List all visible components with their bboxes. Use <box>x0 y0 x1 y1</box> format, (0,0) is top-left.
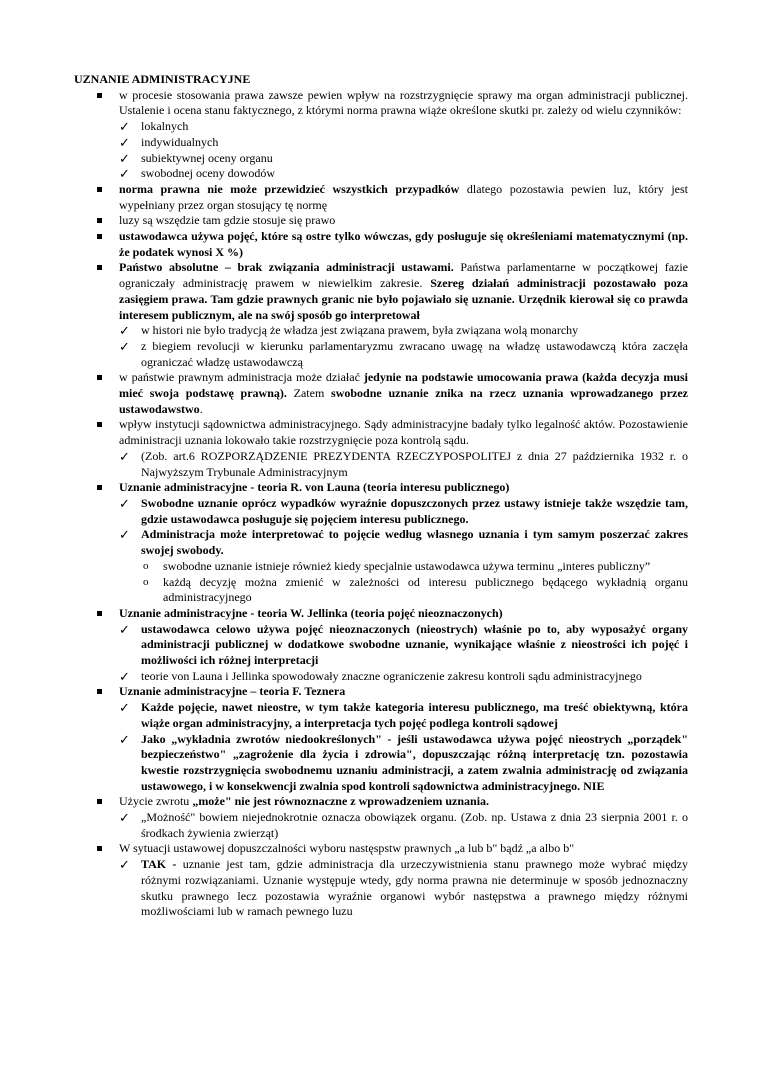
text-segment: „Możność" bowiem niejednokrotnie oznacza obowiązek organu. (Zob. np. Ustawa z dnia 23 sierpnia 2001 r. o środkach żywienia zwierząt) <box>141 810 688 840</box>
square-bullet-icon <box>97 422 102 427</box>
list-item <box>74 370 688 417</box>
checkmark-icon: ✓ <box>119 166 130 182</box>
bold-text-segment: Administracja może interpretować to pojęcie według własnego uznania i tym samym poszerzać zakres swojej swobody. <box>141 527 688 558</box>
list-item <box>119 339 688 370</box>
checkmark-icon: ✓ <box>119 731 130 747</box>
list-item-text <box>119 606 503 620</box>
checkmark-icon: ✓ <box>119 323 130 339</box>
checkmark-icon: ✓ <box>119 700 130 716</box>
list-item <box>119 857 688 920</box>
text-segment: w histori nie było tradycją że władza jest związana prawem, była związana wolą monarchy <box>141 323 579 338</box>
text-segment: każdą decyzję można zmienić w zależności od interesu publicznego będącego wykładnią organu administracyjnego <box>163 574 688 605</box>
list-item <box>119 527 688 606</box>
list-item-text <box>141 622 688 667</box>
list-item-text <box>141 449 688 479</box>
bold-text-segment: Szereg działań administracji pozostawało poza zasięgiem prawa. Tam gdzie prawnych granic nie było pojawiało się uznanie. Urzędnik kierował się co prawda interesem publicznym, ale na swój sposób go interpretował <box>119 276 689 322</box>
list-item-text <box>119 213 335 227</box>
list-item-text <box>119 260 688 321</box>
list-item <box>119 119 688 135</box>
list-item-text <box>141 151 273 165</box>
bold-text-segment: Swobodne uznanie oprócz wypadków wyraźnie dopuszczonych przez ustawy istnieje także wszędzie tam, gdzie ustawodawca posługuje się pojęciem interesu publicznego. <box>141 495 688 526</box>
text-segment: indywidualnych <box>141 134 219 149</box>
checkmark-icon: ✓ <box>119 621 130 637</box>
square-bullet-icon <box>97 234 102 239</box>
checkmark-icon: ✓ <box>119 857 130 873</box>
list-item <box>141 575 688 606</box>
text-segment: swobodnej oceny dowodów <box>141 166 275 181</box>
checkmark-icon: ✓ <box>119 668 130 684</box>
list-item-text <box>141 810 688 840</box>
nested-list <box>141 559 688 606</box>
list-item-text <box>141 732 688 793</box>
list-item <box>119 700 688 731</box>
checkmark-icon: ✓ <box>119 338 130 354</box>
list-item <box>74 182 688 213</box>
main-bullet-list <box>74 88 688 920</box>
list-item <box>74 88 688 182</box>
list-item-text <box>119 794 489 808</box>
nested-list <box>119 857 688 920</box>
text-segment: lokalnych <box>141 119 189 134</box>
list-item <box>119 732 688 795</box>
bold-text-segment: swobodne uznanie znika na rzecz uznania wprowadzanego przez ustawodawstwo <box>119 386 689 416</box>
list-item <box>74 841 688 920</box>
list-item-text <box>119 229 688 259</box>
bold-text-segment: TAK - <box>141 857 177 872</box>
list-item <box>119 323 688 339</box>
checkmark-icon: ✓ <box>119 134 130 150</box>
text-segment: luzy są wszędzie tam gdzie stosuje się prawo <box>119 213 336 228</box>
square-bullet-icon <box>97 485 102 490</box>
list-item-text <box>141 135 218 149</box>
list-item <box>74 684 688 794</box>
bold-text-segment: norma prawna nie może przewidzieć wszystkich przypadków <box>119 181 460 196</box>
square-bullet-icon <box>97 611 102 616</box>
bold-text-segment: Uznanie administracyjne – teoria F. Teznera <box>119 684 346 699</box>
square-bullet-icon <box>97 265 102 270</box>
text-segment: W sytuacji ustawowej dopuszczalności wyboru nastęspstw prawnych „a lub b" bądź „a albo b" <box>119 841 575 856</box>
document-title: UZNANIE ADMINISTRACYJNE <box>74 72 251 86</box>
list-item-text <box>141 857 688 918</box>
text-segment: swobodne uznanie istnieje również kiedy specjalnie ustawodawca używa terminu „interes publiczny” <box>163 558 651 573</box>
list-item <box>119 151 688 167</box>
list-item <box>74 213 688 229</box>
text-segment: znanie jest tam, gdzie administracja dla urzeczywistnienia stanu prawnego może wybrać między różnymi rozwiązaniami. Uznanie występuje wtedy, gdy norma prawna nie determinuje w sposób jednoznaczny skutku prawnego lecz pozostawia wyraźnie organowi wybór następstwa a prawnego między różnymi możliwościami lub w ramach pewnego luzu <box>141 857 689 919</box>
nested-list <box>119 700 688 794</box>
list-item-text <box>141 700 688 730</box>
list-item-text <box>141 339 688 369</box>
list-item <box>119 810 688 841</box>
nested-list <box>119 810 688 841</box>
list-item <box>119 166 688 182</box>
list-item-text <box>119 182 688 212</box>
square-bullet-icon <box>97 846 102 851</box>
text-segment: Zatem <box>286 386 332 401</box>
list-item <box>74 260 688 370</box>
bold-text-segment: Każde pojęcie, nawet nieostre, w tym także kategoria interesu publicznego, ma treść obiektywną, która wiąże organ administracyjny, a interpretacja tych pojęć podlega kontroli sądowej <box>141 700 688 730</box>
bold-text-segment: Uznanie administracyjne - teoria R. von Launa (teoria interesu publicznego) <box>119 480 510 495</box>
text-segment: (Zob. art.6 ROZPORZĄDZENIE PREZYDENTA RZECZYPOSPOLITEJ z dnia 27 października 1932 r. o Najwyższym Trybunale Administracyjnym <box>141 448 688 479</box>
checkmark-icon: ✓ <box>119 448 130 464</box>
list-item-text <box>141 166 275 180</box>
list-item <box>119 496 688 527</box>
bold-text-segment: „może" nie jest równoznaczne z wprowadzeniem uznania. <box>192 794 490 809</box>
checkmark-icon: ✓ <box>119 119 130 135</box>
square-bullet-icon <box>97 218 102 223</box>
square-bullet-icon <box>97 375 102 380</box>
square-bullet-icon <box>97 187 102 192</box>
list-item-text <box>163 559 650 573</box>
text-segment: u <box>176 857 189 872</box>
list-item-text <box>119 480 509 494</box>
list-item <box>74 480 688 606</box>
list-item-text <box>141 496 688 526</box>
list-item-text <box>119 88 688 118</box>
square-bullet-icon <box>97 689 102 694</box>
text-segment: subiektywnej oceny organu <box>141 150 273 165</box>
checkmark-icon: ✓ <box>119 150 130 166</box>
list-item-text <box>119 417 688 447</box>
nested-list <box>119 622 688 685</box>
nested-list <box>119 496 688 606</box>
nested-list <box>119 119 688 182</box>
text-segment: teorie von Launa i Jellinka spowodowały znaczne ograniczenie zakresu kontroli sądu administracyjnego <box>141 668 642 683</box>
list-item <box>74 794 688 841</box>
bold-text-segment: jedynie na podstawie umocowania prawa (każda decyzja musi mieć swoja podstawę prawną). <box>119 370 689 401</box>
bold-text-segment: ustawodawca używa pojęć, które są ostre tylko wówczas, gdy posługuje się określeniami matematycznymi (np. że podatek wynosi X %) <box>119 229 688 259</box>
circle-bullet-icon: o <box>143 575 149 588</box>
list-item <box>74 606 688 685</box>
list-item <box>119 449 688 480</box>
circle-bullet-icon: o <box>143 559 149 572</box>
text-segment: . <box>199 401 203 416</box>
list-item-text <box>141 527 688 557</box>
list-item-text <box>163 575 688 605</box>
nested-list <box>119 449 688 480</box>
list-item <box>119 135 688 151</box>
nested-list <box>119 323 688 370</box>
checkmark-icon: ✓ <box>119 527 130 543</box>
list-item <box>119 669 688 685</box>
list-item <box>74 417 688 480</box>
list-item <box>119 622 688 669</box>
list-item <box>141 559 688 575</box>
list-item-text <box>119 841 574 855</box>
bold-text-segment: Jako „wykładnia zwrotów niedookreślonych" - jeśli ustawodawca używa pojęć nieostrych „porządek" bezpieczeństwo" „zagrożenie dla życia i zdrowia", dopuszczając różną interpretację tzn. pozostawia kwestie rozstrzygnięcia swobodnemu uznaniu administracji, a zatem zwalnia administrację od związania ustawowego, i w konsekwencji zwalnia spod kontroli sądownictwa administracyjnego. NIE <box>141 731 688 793</box>
text-segment: dlatego pozostawia pewien luz, który jest wypełniany przez organ stosujący tę normę <box>119 181 689 212</box>
text-segment: w procesie stosowania prawa zawsze pewien wpływ na rozstrzygnięcie sprawy ma organ administracji publicznej. Ustalenie i ocena stanu faktycznego, z którymi norma prawna wiąże określone skutki pr. zależy od wielu czynników: <box>119 87 688 118</box>
square-bullet-icon <box>97 799 102 804</box>
list-item-text <box>119 684 345 698</box>
bold-text-segment: Państwo absolutne – brak związania administracji ustawami. <box>119 260 454 275</box>
checkmark-icon: ✓ <box>119 810 130 826</box>
list-item-text <box>141 323 578 337</box>
list-item-text <box>141 119 188 133</box>
list-item-text <box>141 669 642 683</box>
bold-text-segment: ustawodawca celowo używa pojęć nieoznaczonych (nieostrych) właśnie po to, aby wyposażyć organy administracji publicznej w dodatkowe swobodne uznanie, wynikające właśnie z nieostrości ich pojęć i możliwości ich różnej interpretacji <box>141 621 688 668</box>
text-segment: Użycie zwrotu <box>119 794 193 809</box>
square-bullet-icon <box>97 93 102 98</box>
list-item-text <box>119 370 688 415</box>
bold-text-segment: Uznanie administracyjne - teoria W. Jellinka (teoria pojęć nieoznaczonych) <box>119 605 503 620</box>
checkmark-icon: ✓ <box>119 495 130 511</box>
text-segment: z biegiem revolucji w kierunku parlamentaryzmu zwracano uwagę na władzę ustawodawczą która zaczęła ograniczać władzę ustawodawczą <box>141 338 688 369</box>
text-segment: w państwie prawnym administracja może działać <box>119 370 364 385</box>
list-item <box>74 229 688 260</box>
text-segment: wpływ instytucji sądownictwa administracyjnego. Sądy administracyjne badały tylko legalność aktów. Pozostawienie administracji uznania lokowało takie rozstrzygnięcie poza kontrolą sądu. <box>119 417 688 448</box>
text-segment: Państwa parlamentarne w początkowej fazie ograniczały administrację prawem w niewielkim zakresie. <box>119 260 689 291</box>
